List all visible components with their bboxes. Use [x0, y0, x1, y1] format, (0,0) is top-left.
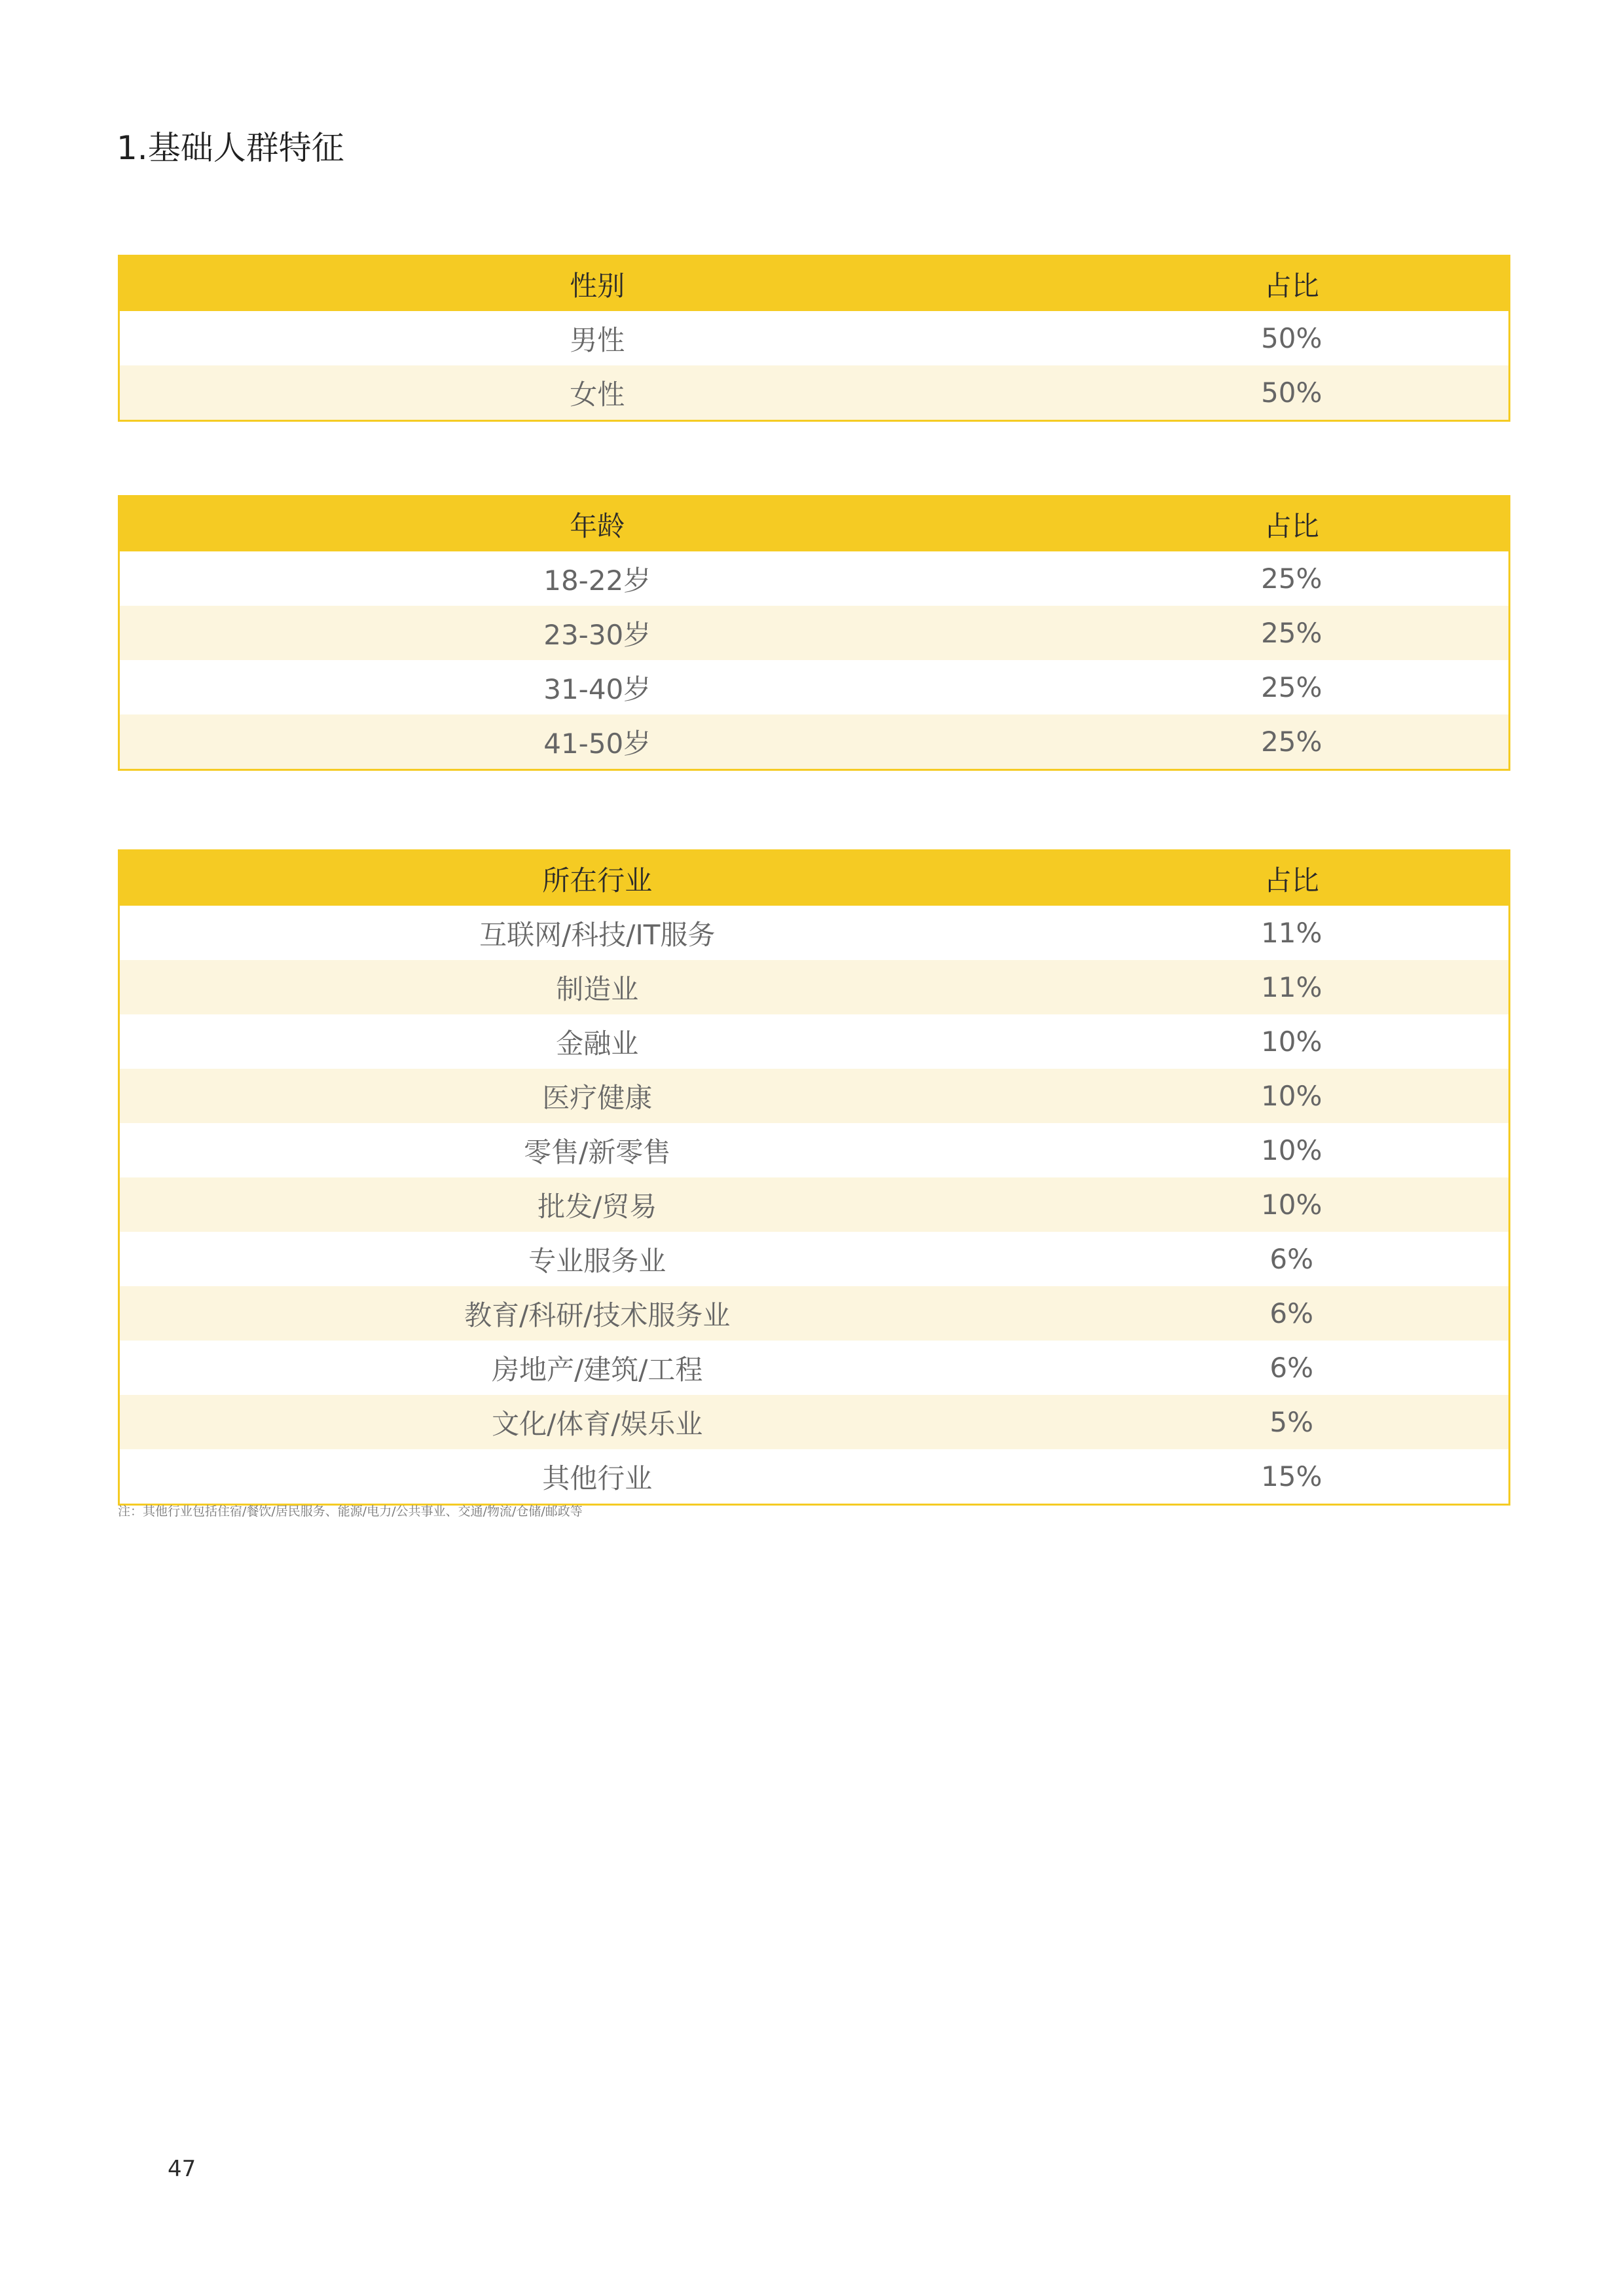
table-row: [119, 1286, 1510, 1341]
share-cell: 6%: [1075, 1341, 1510, 1395]
category-cell: 零售/新零售: [119, 1123, 1075, 1177]
share-cell: 11%: [1075, 960, 1510, 1014]
share-cell: 25%: [1075, 606, 1510, 660]
column-header-category: 所在行业: [119, 851, 1075, 906]
category-cell: 其他行业: [119, 1449, 1075, 1505]
category-cell: 批发/贸易: [119, 1177, 1075, 1232]
share-cell: 5%: [1075, 1395, 1510, 1449]
page-title: 1.基础人群特征: [117, 129, 344, 167]
column-header-share: 占比: [1075, 256, 1510, 312]
category-cell: 女性: [119, 365, 1075, 421]
table-row: [119, 365, 1510, 421]
column-header-category: 性别: [119, 256, 1075, 312]
share-cell: 25%: [1075, 714, 1510, 770]
share-cell: 15%: [1075, 1449, 1510, 1505]
category-cell: 医疗健康: [119, 1069, 1075, 1123]
category-cell: 互联网/科技/IT服务: [119, 906, 1075, 960]
column-header-share: 占比: [1075, 851, 1510, 906]
category-cell: 41-50岁: [119, 714, 1075, 770]
table-row: [119, 906, 1510, 960]
table-row: [119, 1177, 1510, 1232]
table-row: [119, 660, 1510, 714]
category-cell: 房地产/建筑/工程: [119, 1341, 1075, 1395]
table-row: [119, 1123, 1510, 1177]
category-cell: 31-40岁: [119, 660, 1075, 714]
category-cell: 专业服务业: [119, 1232, 1075, 1286]
column-header-share: 占比: [1075, 496, 1510, 552]
table-row: [119, 606, 1510, 660]
gender-table: [118, 255, 1510, 422]
share-cell: 10%: [1075, 1014, 1510, 1069]
table-header-row: [119, 256, 1510, 312]
share-cell: 10%: [1075, 1123, 1510, 1177]
category-cell: 23-30岁: [119, 606, 1075, 660]
category-cell: 18-22岁: [119, 551, 1075, 606]
industry-table: [118, 849, 1510, 1506]
category-cell: 制造业: [119, 960, 1075, 1014]
share-cell: 50%: [1075, 365, 1510, 421]
share-cell: 25%: [1075, 660, 1510, 714]
table-row: [119, 1395, 1510, 1449]
table-row: [119, 1014, 1510, 1069]
footnote: 注：其他行业包括住宿/餐饮/居民服务、能源/电力/公共事业、交通/物流/仓储/邮政等: [118, 1504, 583, 1519]
table-row: [119, 551, 1510, 606]
category-cell: 金融业: [119, 1014, 1075, 1069]
age-table: [118, 495, 1510, 771]
share-cell: 6%: [1075, 1286, 1510, 1341]
share-cell: 11%: [1075, 906, 1510, 960]
category-cell: 教育/科研/技术服务业: [119, 1286, 1075, 1341]
table-row: [119, 1449, 1510, 1505]
table-row: [119, 1069, 1510, 1123]
category-cell: 男性: [119, 311, 1075, 365]
share-cell: 10%: [1075, 1069, 1510, 1123]
table-header-row: [119, 851, 1510, 906]
column-header-category: 年龄: [119, 496, 1075, 552]
page-number: 47: [168, 2156, 196, 2182]
category-cell: 文化/体育/娱乐业: [119, 1395, 1075, 1449]
share-cell: 50%: [1075, 311, 1510, 365]
share-cell: 10%: [1075, 1177, 1510, 1232]
share-cell: 25%: [1075, 551, 1510, 606]
table-row: [119, 311, 1510, 365]
table-row: [119, 1232, 1510, 1286]
table-row: [119, 960, 1510, 1014]
table-header-row: [119, 496, 1510, 552]
table-row: [119, 1341, 1510, 1395]
table-row: [119, 714, 1510, 770]
share-cell: 6%: [1075, 1232, 1510, 1286]
